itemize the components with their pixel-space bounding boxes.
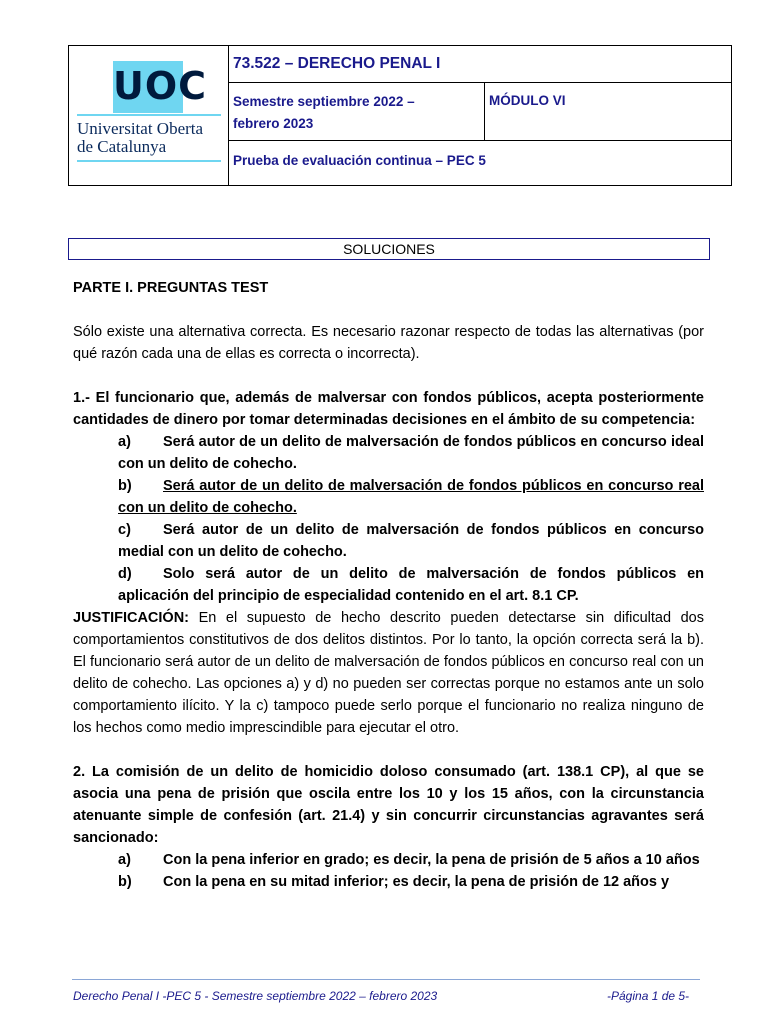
semester: [229, 83, 485, 141]
footer-page-number: -Página 1 de 5-: [607, 989, 690, 1003]
solutions-title: SOLUCIONES: [68, 238, 710, 260]
logo-text-line2: de Catalunya: [77, 137, 167, 156]
q2-option-b: [73, 871, 704, 893]
question-2: 2. La comisión de un delito de homicidio doloso consumado (art. 138.1 CP), al que se asocia una pena de prisión que oscila entre los 10 y los 15 años, con la circunstancia atenuante simple de confesión (art. 21.4) y sin concurrir circunstancias agravantes será sancionado:: [73, 764, 704, 846]
q1-option-d-label: d): [118, 566, 132, 582]
part-title: PARTE I. PREGUNTAS TEST: [73, 280, 269, 296]
logo-divider-top: [77, 114, 221, 116]
q1-option-a-label: a): [118, 434, 131, 450]
q1-option-d-text: Solo será autor de un delito de malversación de fondos públicos en aplicación del principio de especialidad contenido en el art. 8.1 CP.: [118, 566, 704, 604]
header-table: [68, 45, 732, 186]
module: MÓDULO VI: [485, 83, 731, 141]
question-1: 1.- El funcionario que, además de malversar con fondos públicos, acepta posteriormente cantidades de dinero por tomar determinadas decisiones en el ámbito de su competencia:: [73, 390, 704, 428]
q1-option-b-text: Será autor de un delito de malversación de fondos públicos en concurso real con un delito de cohecho.: [118, 478, 704, 516]
q1-option-a-text: Será autor de un delito de malversación de fondos públicos en concurso ideal con un delito de cohecho.: [118, 434, 704, 472]
q2-option-b-label: b): [118, 874, 132, 890]
document-body: [73, 277, 704, 893]
intro-paragraph: Sólo existe una alternativa correcta. Es necesario razonar respecto de todas las alternativas (por qué razón cada una de ellas es correcta o incorrecta).: [73, 324, 704, 362]
semester-line2: febrero 2023: [233, 116, 314, 131]
uoc-logo-mark: UOC: [113, 64, 208, 108]
q2-option-a-text: Con la pena inferior en grado; es decir, la pena de prisión de 5 años a 10 años: [163, 852, 700, 868]
footer-course-info: Derecho Penal I -PEC 5 - Semestre septiembre 2022 – febrero 2023: [73, 989, 438, 1003]
spacer: [73, 299, 704, 321]
q1-option-a: [73, 431, 704, 475]
q2-option-a-label: a): [118, 852, 131, 868]
q1-option-d: [73, 563, 704, 607]
q2-option-b-text: Con la pena en su mitad inferior; es decir, la pena de prisión de 12 años y: [163, 874, 670, 890]
uoc-logo: [113, 61, 208, 113]
justification-text: En el supuesto de hecho descrito pueden detectarse sin dificultad dos comportamientos constitutivos de dos delitos distintos. Por lo tanto, la opción correcta será la b). El funcionario será autor de un delito de malversación de fondos públicos en concurso real con un delito de cohecho. Las opciones a) y d) no pueden ser correctas porque no estamos ante un solo comportamiento ilícito. Y la c) tampoco puede serlo porque el funcionario no realiza ninguno de los hechos como medio imprescindible para ejecutar el otro.: [73, 610, 704, 736]
justification-label: JUSTIFICACIÓN:: [73, 610, 189, 626]
logo-text-line1: Universitat Oberta: [77, 119, 204, 138]
course-title: 73.522 – DERECHO PENAL I: [229, 46, 731, 83]
spacer: [73, 365, 704, 387]
q2-option-a: [73, 849, 704, 871]
q1-option-b-label: b): [118, 478, 132, 494]
semester-line1: Semestre septiembre 2022 –: [233, 94, 415, 109]
q1-option-c: [73, 519, 704, 563]
logo-text: [77, 120, 227, 156]
spacer: [73, 739, 704, 761]
footer-divider: [72, 979, 700, 980]
q1-option-c-text: Será autor de un delito de malversación de fondos públicos en concurso medial con un delito de cohecho.: [118, 522, 704, 560]
assessment-title: Prueba de evaluación continua – PEC 5: [233, 153, 486, 168]
q1-option-c-label: c): [118, 522, 131, 538]
q1-justification: [73, 607, 704, 739]
q1-option-b-correct: [73, 475, 704, 519]
logo-divider-bottom: [77, 160, 221, 162]
logo-cell: [69, 46, 229, 185]
